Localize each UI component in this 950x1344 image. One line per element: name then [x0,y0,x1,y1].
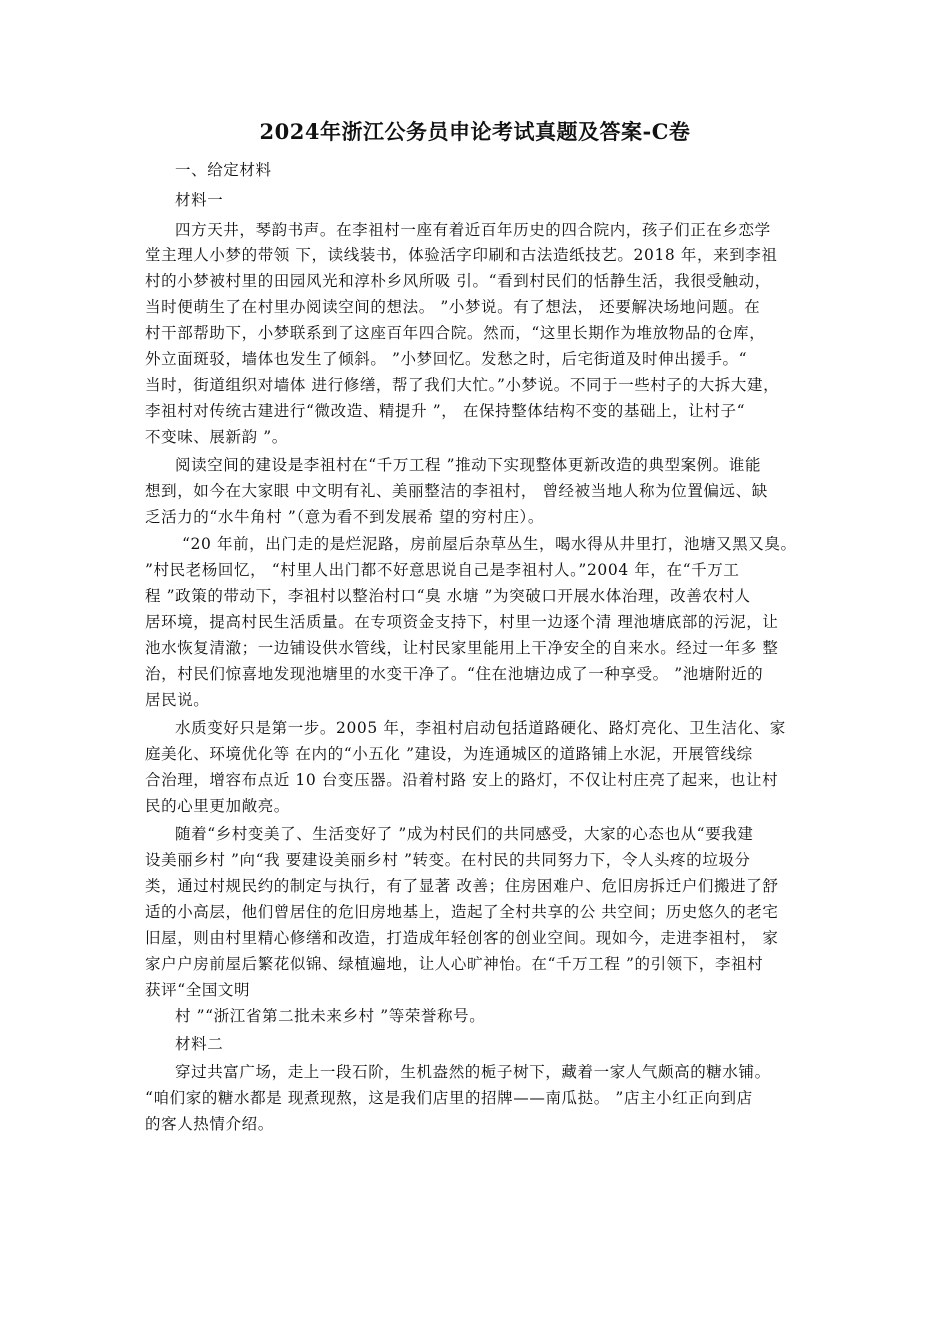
text-line: 李祖村对传统古建进行“微改造、精提升 ”， 在保持整体结构不变的基础上，让村子“ [145,402,746,420]
text-line: 村的小梦被村里的田园风光和淳朴乡风所吸 引。“看到村民们的恬静生活，我很受触动， [145,272,771,290]
text-line: 外立面斑驳，墙体也发生了倾斜。 ”小梦回忆。发愁之时，后宅街道及时伸出援手。“ [145,350,748,368]
text-line: 获评“全国文明 [145,981,251,999]
text-line: 池水恢复清澈；一边铺设供水管线，让村民家里能用上干净安全的自来水。经过一年多 整 [145,639,779,657]
text-line: 民的心里更加敞亮。 [145,797,290,815]
text-line: 居环境，提高村民生活质量。在专项资金支持下，村里一边逐个清 理池塘底部的污泥，让 [145,613,779,631]
text-line: 治，村民们惊喜地发现池塘里的水变干净了。“住在池塘边成了一种享受。 ”池塘附近的 [145,665,764,683]
text-line: 适的小高层，他们曾居住的危旧房地基上，造起了全村共享的公 共空间；历史悠久的老宅 [145,903,779,921]
text-line: 随着“乡村变美了、生活变好了 ”成为村民们的共同感受，大家的心态也从“要我建 [175,825,754,843]
text-line: 当时便萌生了在村里办阅读空间的想法。 ”小梦说。有了想法， 还要解决场地问题。在 [145,298,761,316]
text-line: 乏活力的“水牛角村 ”（意为看不到发展希 望的穷村庄）。 [145,508,545,526]
document-title: 2024年浙江公务员申论考试真题及答案-C卷 [259,119,691,144]
text-line: 合治理，增容布点近 10 台变压器。沿着村路 安上的路灯，不仅让村庄亮了起来，也让村 [145,771,779,789]
text-line: 类，通过村规民约的制定与执行，有了显著 改善；住房困难户、危旧房拆迁户们搬进了舒 [145,877,779,895]
text-line: 堂主理人小梦的带领 下，读线装书，体验活字印刷和古法造纸技艺。2018 年，来到李祖 [145,246,778,264]
text-line: ”村民老杨回忆， “村里人出门都不好意思说自己是李祖村人。”2004 年，在“千万工 [145,561,740,579]
text-line: 的客人热情介绍。 [145,1115,274,1133]
text-line: 四方天井，琴韵书声。在李祖村一座有着近百年历史的四合院内，孩子们正在乡恋学 [175,221,771,239]
text-line: 居民说。 [145,691,210,709]
text-line: 庭美化、环境优化等 在内的“小五化 ”建设，为连通城区的道路铺上水泥，开展管线综 [145,745,753,763]
text-line: 家户户房前屋后繁花似锦、绿植遍地，让人心旷神怡。在“千万工程 ”的引领下，李祖村 [145,955,764,973]
text-line: 水质变好只是第一步。2005 年，李祖村启动包括道路硬化、路灯亮化、卫生洁化、家 [175,719,786,737]
material-heading: 材料一 [175,191,224,209]
text-line: “20 年前，出门走的是烂泥路，房前屋后杂草丛生，喝水得从井里打，池塘又黑又臭。 [182,535,797,553]
text-line: 村 ”“浙江省第二批未来乡村 ”等荣誉称号。 [175,1007,486,1025]
text-line: 阅读空间的建设是李祖村在“千万工程 ”推动下实现整体更新改造的典型案例。谁能 [175,456,762,474]
text-line: 设美丽乡村 ”向“我 要建设美丽乡村 ”转变。在村民的共同努力下，令人头疼的垃圾分 [145,851,751,869]
text-line: 程 ”政策的带动下，李祖村以整治村口“臭 水塘 ”为突破口开展水体治理，改善农村人 [145,587,751,605]
text-line: 不变味、展新韵 ”。 [145,428,288,446]
text-line: 穿过共富广场，走上一段石阶，生机盎然的栀子树下，藏着一家人气颇高的糖水铺。 [175,1063,771,1081]
text-line: “咱们家的糖水都是 现煮现熬，这是我们店里的招牌——南瓜挞。 ”店主小红正向到店 [145,1089,753,1107]
text-line: 想到，如今在大家眼 中文明有礼、美丽整洁的李祖村， 曾经被当地人称为位置偏远、缺 [145,482,768,500]
text-line: 村干部帮助下，小梦联系到了这座百年四合院。然而，“这里长期作为堆放物品的仓库， [145,324,766,342]
text-line: 旧屋，则由村里精心修缮和改造，打造成年轻创客的创业空间。现如今，走进李祖村， 家 [145,929,779,947]
section-heading: 一、给定材料 [175,161,272,179]
material-heading: 材料二 [175,1035,224,1053]
text-line: 当时，街道组织对墙体 进行修缮，帮了我们大忙。”小梦说。不同于一些村子的大拆大建， [145,376,780,394]
